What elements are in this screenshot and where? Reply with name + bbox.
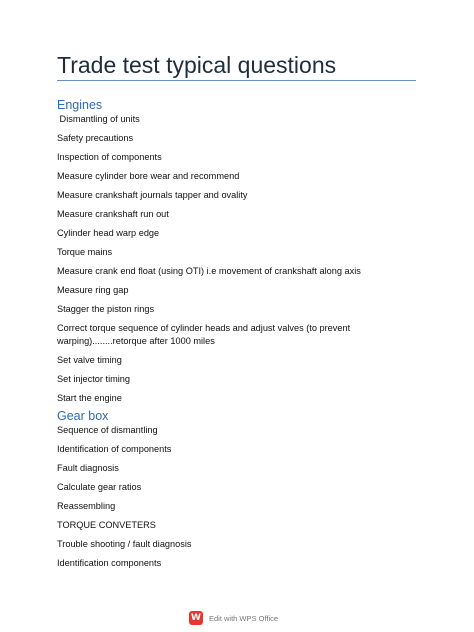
list-item: Identification of components: [57, 444, 172, 454]
list-item: Set injector timing: [57, 374, 131, 384]
list-item: Dismantling of units: [57, 114, 140, 124]
wps-edit-link[interactable]: [189, 610, 278, 626]
list-item: TORQUE CONVETERS: [57, 520, 156, 530]
list-item: Identification components: [57, 558, 162, 568]
list-item: Start the engine: [57, 393, 122, 403]
list-item: Reassembling: [57, 501, 116, 511]
list-item: Inspection of components: [57, 152, 162, 162]
wps-office-icon: W: [189, 611, 203, 625]
list-item: Fault diagnosis: [57, 463, 119, 473]
list-item: Cylinder head warp edge: [57, 228, 160, 238]
list-item: Measure crankshaft journals tapper and ovality: [57, 190, 248, 200]
title-divider: [57, 80, 416, 81]
list-item: Sequence of dismantling: [57, 425, 158, 435]
list-item: Set valve timing: [57, 355, 122, 365]
list-item: Measure cylinder bore wear and recommend: [57, 171, 240, 181]
list-item: Calculate gear ratios: [57, 482, 142, 492]
list-item: Stagger the piston rings: [57, 304, 155, 314]
wps-edit-label: Edit with WPS Office: [209, 613, 279, 623]
list-item: Safety precautions: [57, 133, 134, 143]
section-gear-box: [57, 408, 437, 569]
document-title: Trade test typical questions: [57, 52, 337, 78]
section-heading: Engines: [57, 98, 103, 112]
list-item: Measure ring gap: [57, 285, 129, 295]
section-heading: Gear box: [57, 409, 109, 423]
list-item: Trouble shooting / fault diagnosis: [57, 539, 192, 549]
section-engines: [57, 97, 437, 404]
list-item: Measure crankshaft run out: [57, 209, 169, 219]
list-item: Correct torque sequence of cylinder heads and adjust valves (to prevent warping)........retorque after 1000 miles: [57, 323, 351, 346]
list-item: Torque mains: [57, 247, 113, 257]
list-item: Measure crank end float (using OTI) i.e movement of crankshaft along axis: [57, 266, 361, 276]
